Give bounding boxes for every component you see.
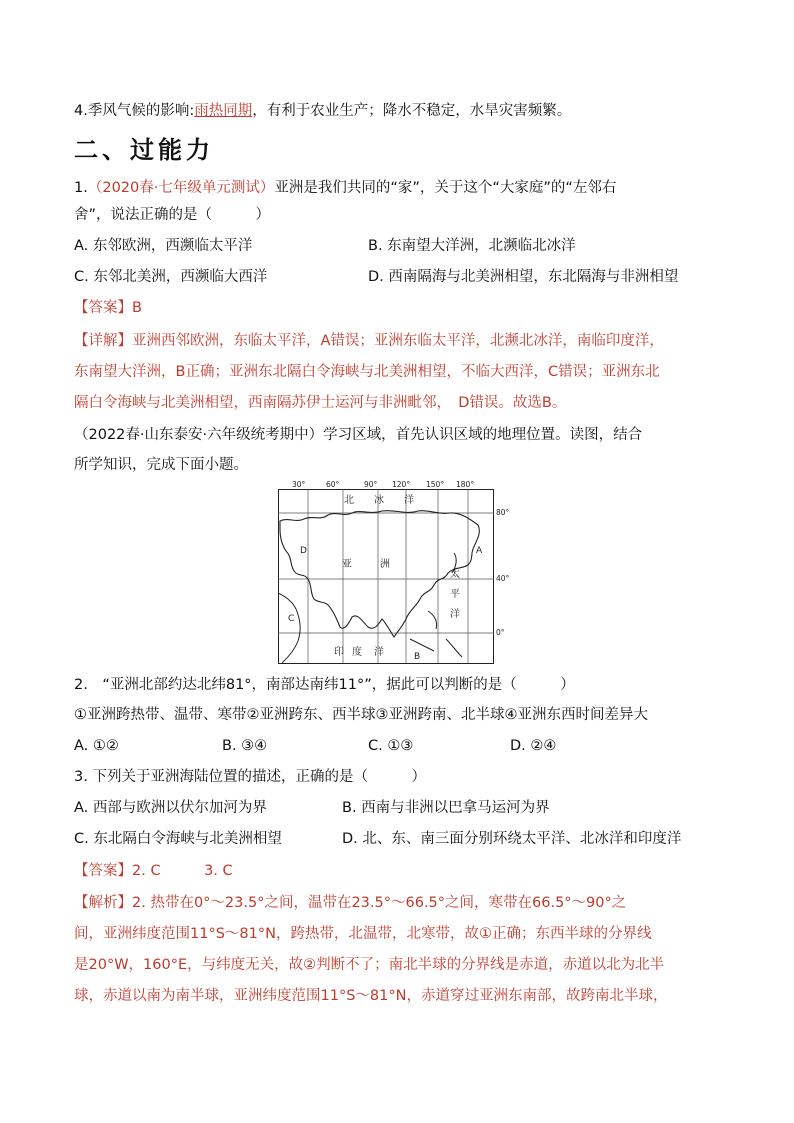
group-intro-line1 bbox=[74, 425, 642, 445]
item4-line bbox=[74, 101, 571, 121]
africa-coastline bbox=[278, 593, 300, 663]
q2-statements: ①亚洲跨热带、温带、寒带②亚洲跨东、西半球③亚洲跨南、北半球④亚洲东西时间差异大 bbox=[74, 707, 648, 723]
item4-prefix: 4.季风气候的影响: bbox=[74, 103, 195, 119]
q3-option-a: A. 西部与欧洲以伏尔加河为界 bbox=[74, 800, 267, 816]
label-du: 度 bbox=[352, 647, 362, 658]
group-source: （2022春·山东泰安·六年级统考期中） bbox=[74, 427, 324, 443]
label-zhou: 洲 bbox=[380, 559, 390, 570]
label-yang-n: 洋 bbox=[404, 495, 414, 506]
answer23-tag: 【答案】 bbox=[74, 863, 132, 879]
answer-value: B bbox=[132, 300, 142, 316]
right-tick-80: 80° bbox=[496, 508, 510, 517]
q1-detail-line3: 隔白令海峡与北美洲相望，西南隔苏伊士运河与非洲毗邻， D错误。故选B。 bbox=[74, 395, 567, 411]
right-tick-0: 0° bbox=[496, 628, 505, 637]
analysis-line1 bbox=[74, 893, 626, 913]
label-tai: 太 bbox=[450, 569, 460, 580]
label-c: C bbox=[288, 614, 295, 624]
q3-option-b: B. 西南与非洲以巴拿马运河为界 bbox=[342, 800, 550, 816]
top-tick-30: 30° bbox=[292, 481, 306, 489]
label-ping: 平 bbox=[450, 589, 460, 600]
detail-tag: 【详解】 bbox=[74, 333, 132, 349]
q1-stem-line1 bbox=[74, 178, 616, 198]
label-b: B bbox=[414, 652, 421, 662]
answer-tag: 【答案】 bbox=[74, 300, 132, 316]
q1-stem-line2: 舍”，说法正确的是（ ） bbox=[74, 207, 271, 223]
top-tick-180: 180° bbox=[456, 481, 475, 489]
group-intro-a: 学习区域，首先认识区域的地理位置。读图，结合 bbox=[323, 427, 643, 443]
q3-option-c: C. 东北隔白令海峡与北美洲相望 bbox=[74, 831, 282, 847]
analysis-line2: 间，亚洲纬度范围11°S～81°N，跨热带，北温带，北寒带，故①正确；东西半球的分界线 bbox=[74, 926, 652, 942]
label-yang-p: 洋 bbox=[450, 609, 460, 620]
label-ya: 亚 bbox=[342, 559, 352, 570]
analysis-line3: 是20°W，160°E，与纬度无关，故②判断不了；南北半球的分界线是赤道，赤道以北为北半 bbox=[74, 957, 665, 973]
label-bei: 北 bbox=[344, 495, 354, 506]
item4-suffix: ，有利于农业生产；降水不稳定，水旱灾害频繁。 bbox=[252, 103, 572, 119]
analysis-line4: 球，赤道以南为南半球，亚洲纬度范围11°S～81°N，赤道穿过亚洲东南部，故跨南北半球， bbox=[74, 988, 668, 1004]
q1-source: （2020春·七年级单元测试） bbox=[87, 180, 275, 196]
q1-stem-a: 亚洲是我们共同的“家”，关于这个“大家庭”的“左邻右 bbox=[274, 180, 617, 196]
asia-map-svg bbox=[278, 481, 510, 665]
top-tick-90: 90° bbox=[364, 481, 378, 489]
right-tick-40: 40° bbox=[496, 574, 510, 583]
q1-detail-line1 bbox=[74, 331, 664, 351]
section-heading: 二、过能力 bbox=[74, 135, 214, 164]
top-tick-120: 120° bbox=[392, 481, 411, 489]
top-tick-150: 150° bbox=[426, 481, 445, 489]
asia-map bbox=[278, 481, 510, 665]
q2-option-b: B. ③④ bbox=[222, 738, 268, 754]
q3-stem: 3. 下列关于亚洲海陆位置的描述，正确的是（ ） bbox=[74, 769, 426, 785]
q1-option-b: B. 东南望大洋洲，北濒临北冰洋 bbox=[368, 238, 576, 254]
group-intro-line2: 所学知识，完成下面小题。 bbox=[74, 457, 248, 473]
label-bing: 冰 bbox=[374, 495, 384, 506]
label-yin: 印 bbox=[334, 647, 344, 658]
q2-option-a: A. ①② bbox=[74, 738, 119, 754]
q2-stem: 2. “亚洲北部约达北纬81°，南部达南纬11°”，据此可以判断的是（ ） bbox=[74, 677, 575, 693]
q1-answer bbox=[74, 298, 142, 318]
analysis-tag: 【解析】 bbox=[74, 895, 132, 911]
q1-option-d: D. 西南隔海与北美洲相望，东北隔海与非洲相望 bbox=[368, 269, 679, 285]
top-tick-60: 60° bbox=[326, 481, 340, 489]
detail-text-1: 亚洲西邻欧洲，东临太平洋，A错误；亚洲东临太平洋，北濒北冰洋，南临印度洋， bbox=[132, 333, 664, 349]
q3-option-d: D. 北、东、南三面分别环绕太平洋、北冰洋和印度洋 bbox=[342, 831, 682, 847]
answer-23 bbox=[74, 861, 233, 881]
label-a: A bbox=[476, 546, 483, 556]
label-d: D bbox=[300, 546, 307, 556]
label-yang-i: 洋 bbox=[374, 647, 384, 658]
analysis-text-1: 2. 热带在0°～23.5°之间，温带在23.5°～66.5°之间，寒带在66.5°～90°之 bbox=[132, 895, 627, 911]
q1-number: 1. bbox=[74, 180, 88, 196]
q1-option-a: A. 东邻欧洲，西濒临太平洋 bbox=[74, 238, 253, 254]
q2-option-d: D. ②④ bbox=[510, 738, 557, 754]
q1-option-c: C. 东邻北美洲，西濒临大西洋 bbox=[74, 269, 268, 285]
item4-underline: 雨热同期 bbox=[194, 103, 253, 119]
q1-detail-line2: 东南望大洋洲，B正确；亚洲东北隔白令海峡与北美洲相望，不临大西洋，C错误；亚洲东北 bbox=[74, 364, 660, 380]
answer23-text: 2. C 3. C bbox=[132, 863, 233, 879]
q2-option-c: C. ①③ bbox=[368, 738, 414, 754]
